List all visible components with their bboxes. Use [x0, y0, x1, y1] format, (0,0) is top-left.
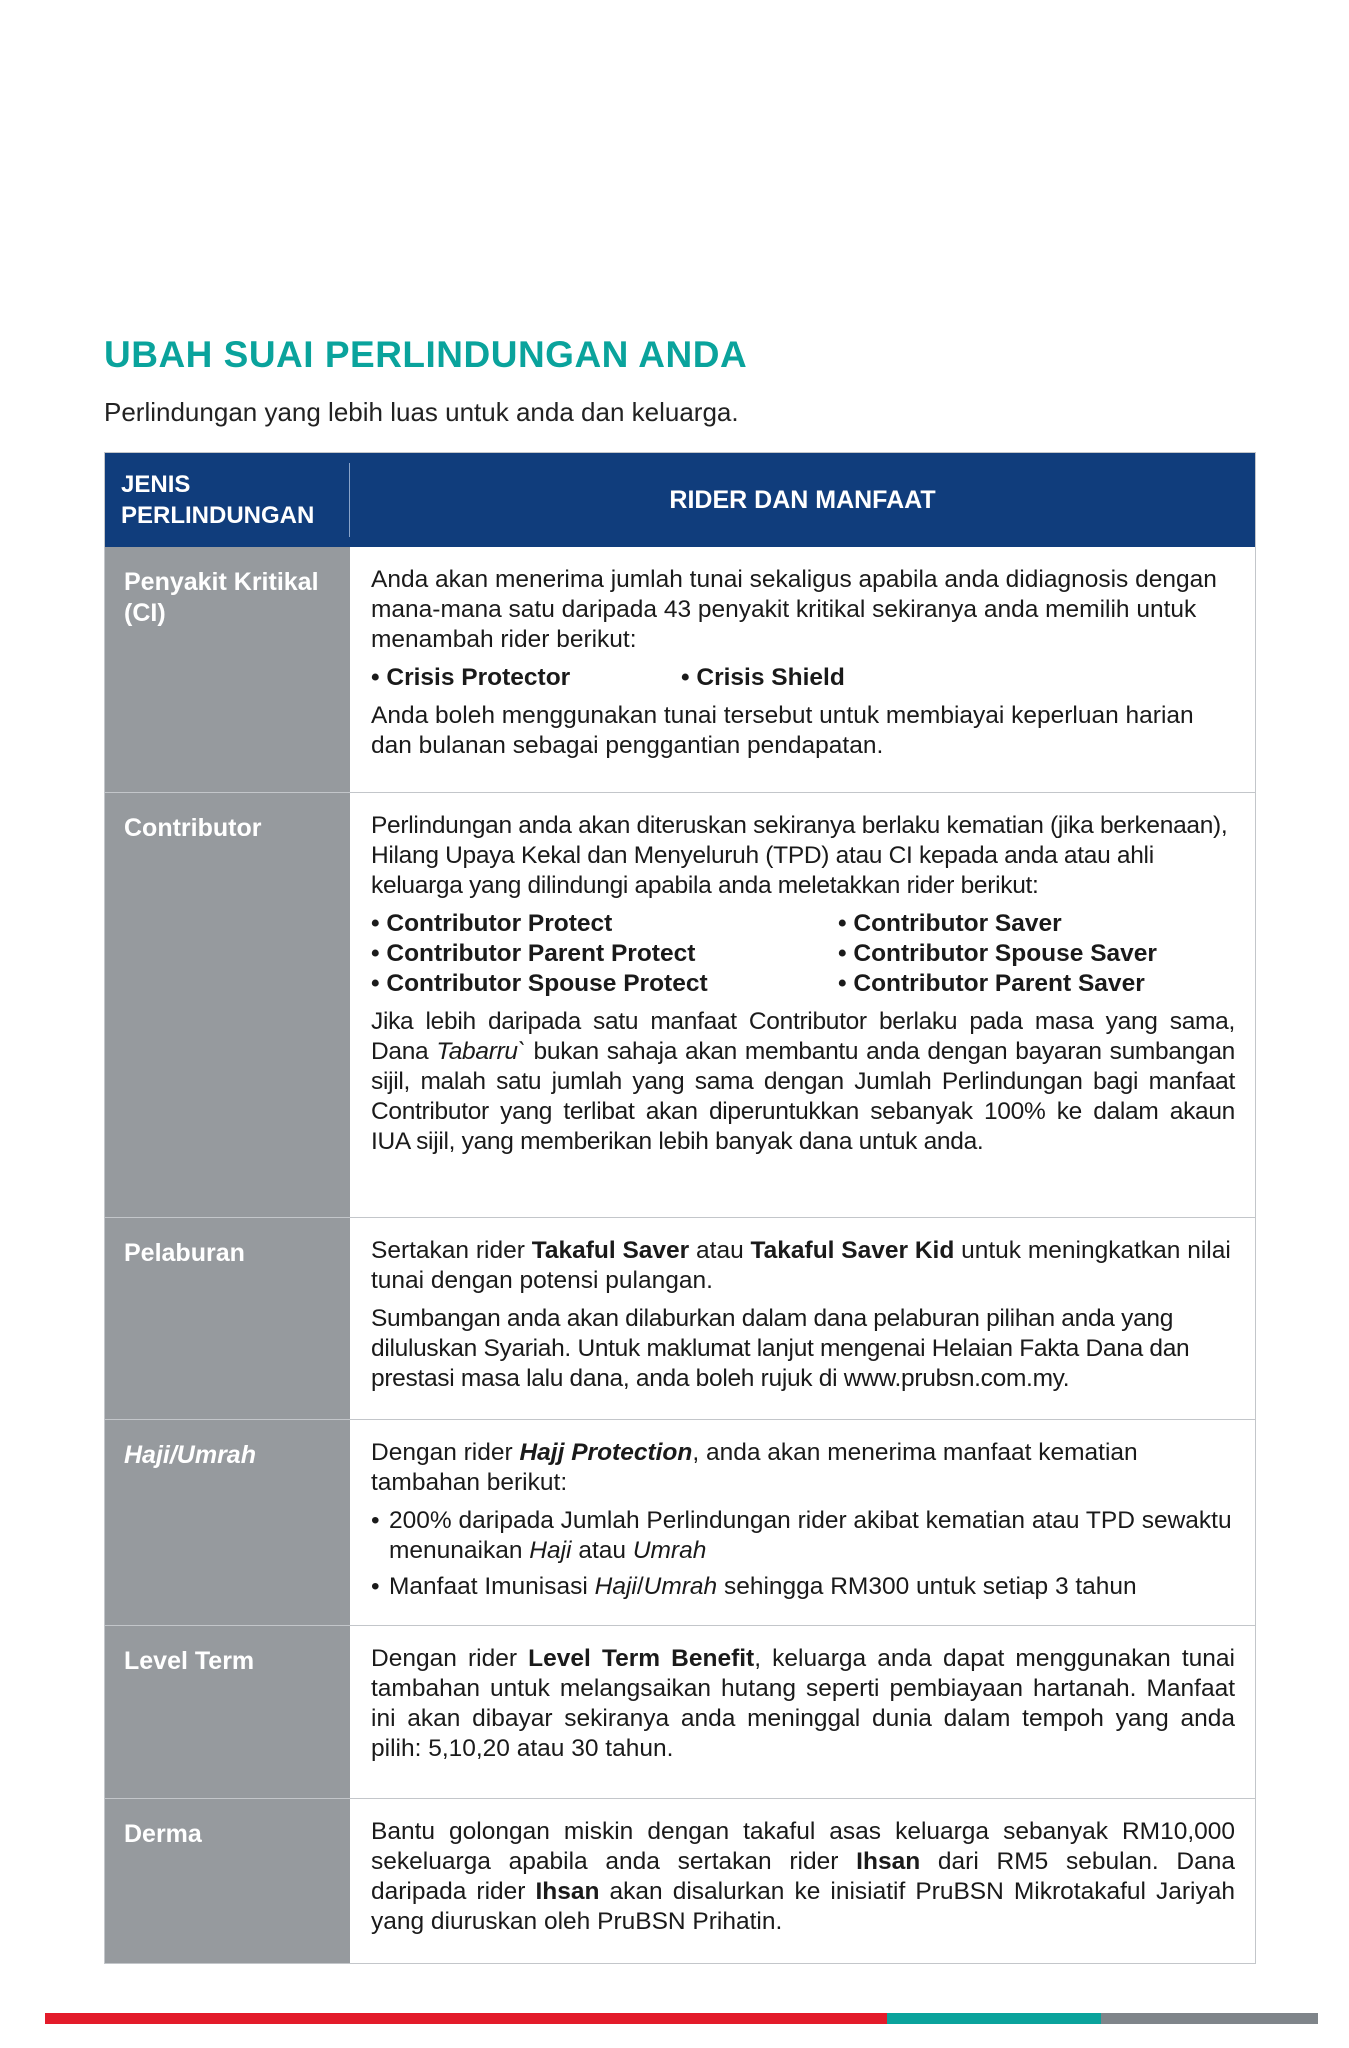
bullet: •	[371, 1573, 380, 1600]
page-subtitle: Perlindungan yang lebih luas untuk anda dan keluarga.	[104, 397, 739, 427]
row-content-pelaburan	[350, 1218, 1255, 1419]
pelaburan-description	[371, 1236, 1235, 1296]
row-content-ci	[350, 547, 1255, 792]
row-content-level-term	[350, 1626, 1255, 1798]
haji-benefit-list	[371, 1506, 1235, 1602]
list-item: • Contributor Spouse Saver	[838, 939, 1235, 969]
ci-note: Anda boleh menggunakan tunai tersebut untuk membiayai keperluan harian dan bulanan sebagai penggantian pendapatan.	[371, 702, 1194, 759]
haji-text-c: , anda akan menerima manfaat kematian tambahan berikut:	[371, 1439, 1138, 1496]
row-label-pelaburan: Pelaburan	[105, 1218, 350, 1419]
row-label-contributor: Contributor	[105, 793, 350, 1217]
haji-term: Haji	[529, 1537, 572, 1564]
pelaburan-text-a: Sertakan rider	[371, 1237, 532, 1264]
list-item: • Contributor Parent Protect	[371, 939, 838, 969]
takaful-saver-term: Takaful Saver	[531, 1237, 690, 1264]
footer-bar-teal	[887, 2013, 1101, 2024]
level-term-description	[371, 1644, 1235, 1764]
row-content-haji	[350, 1420, 1255, 1625]
haji-benefit-1-a: 200% daripada Jumlah Perlindungan rider akibat kematian atau TPD sewaktu menunaikan	[389, 1507, 1232, 1564]
takaful-saver-kid-term: Takaful Saver Kid	[750, 1237, 955, 1264]
footer-color-bar	[45, 2013, 1318, 2024]
footer-bar-grey	[1101, 2013, 1318, 2024]
pelaburan-text-e: untuk meningkatkan nilai tunai dengan potensi pulangan.	[371, 1237, 1231, 1294]
list-item: • Contributor Saver	[838, 909, 1235, 939]
table-row-ci	[105, 547, 1255, 792]
table-row-contributor	[105, 792, 1255, 1217]
contributor-note-text-b: bukan sahaja akan membantu anda dengan bayaran sumbangan sijil, malah satu jumlah yang sama dengan Jumlah Perlindungan bagi manfaat Contributor yang terlibat akan diperuntukkan sebanyak 100% ke dalam akaun IUA sijil, yang memberikan lebih banyak dana untuk anda.	[371, 1038, 1235, 1155]
haji-text-a: Dengan rider	[371, 1439, 520, 1466]
contributor-note	[371, 1007, 1235, 1157]
table-row-haji	[105, 1419, 1255, 1625]
table-row-derma	[105, 1798, 1255, 1963]
list-item	[371, 1506, 1235, 1566]
benefits-table	[104, 452, 1256, 1964]
footer-bar-red	[45, 2013, 887, 2024]
row-content-derma	[350, 1799, 1255, 1963]
contributor-rider-list	[371, 909, 1235, 999]
list-item: • Contributor Protect	[371, 909, 838, 939]
pelaburan-text-c: atau	[689, 1237, 751, 1264]
haji-benefit-2-a: Manfaat Imunisasi	[389, 1573, 595, 1600]
table-row-level-term	[105, 1625, 1255, 1798]
row-label-ci: Penyakit Kritikal (CI)	[105, 547, 350, 792]
level-term-benefit-term: Level Term Benefit	[528, 1645, 755, 1672]
hajj-protection-term: Hajj Protection	[519, 1439, 693, 1466]
row-label-derma: Derma	[105, 1799, 350, 1963]
header-rider-dan-manfaat: RIDER DAN MANFAAT	[669, 485, 936, 514]
list-item: • Contributor Parent Saver	[838, 969, 1235, 999]
ihsan-term: Ihsan	[856, 1848, 921, 1875]
tabarru-term: Tabarru`	[436, 1038, 526, 1065]
table-header	[105, 453, 1255, 547]
list-item: • Crisis Protector	[371, 663, 681, 693]
umrah-term: Umrah	[643, 1573, 718, 1600]
bullet: •	[371, 1507, 380, 1534]
slash: /	[636, 1573, 644, 1600]
level-text-a: Dengan rider	[371, 1645, 529, 1672]
header-jenis-perlindungan	[105, 463, 350, 537]
umrah-term: Umrah	[632, 1537, 707, 1564]
haji-benefit-2	[389, 1572, 1137, 1602]
list-item: • Contributor Spouse Protect	[371, 969, 838, 999]
row-content-contributor	[350, 793, 1255, 1217]
haji-benefit-1	[389, 1506, 1235, 1566]
page-title: UBAH SUAI PERLINDUNGAN ANDA	[104, 334, 748, 375]
contributor-note-text-a: Jika lebih daripada satu manfaat Contributor berlaku pada masa yang sama, Dana	[371, 1008, 1235, 1065]
level-text-c: , keluarga anda dapat menggunakan tunai tambahan untuk melangsaikan hutang seperti pembiayaan hartanah. Manfaat ini akan dibayar sekiranya anda meninggal dunia dalam tempoh yang anda pilih: 5,10,20 atau 30 tahun.	[371, 1645, 1235, 1762]
ci-description: Anda akan menerima jumlah tunai sekaligus apabila anda didiagnosis dengan mana-mana satu daripada 43 penyakit kritikal sekiranya anda memilih untuk menambah rider berikut:	[371, 566, 1217, 653]
ci-rider-list	[371, 663, 1235, 693]
haji-benefit-2-e: sehingga RM300 untuk setiap 3 tahun	[717, 1573, 1137, 1600]
haji-term: Haji	[594, 1573, 637, 1600]
table-row-pelaburan	[105, 1217, 1255, 1419]
row-label-haji: Haji/Umrah	[105, 1420, 350, 1625]
header-left-line-1: JENIS	[121, 471, 191, 498]
derma-text-e: akan disalurkan ke inisiatif PruBSN Mikrotakaful Jariyah yang diuruskan oleh PruBSN Prihatin.	[371, 1878, 1235, 1935]
derma-text-c: dari RM5 sebulan. Dana daripada rider	[371, 1848, 1235, 1905]
derma-text-a: Bantu golongan miskin dengan takaful asas keluarga sebanyak RM10,000 sekeluarga apabila anda sertakan rider	[371, 1818, 1235, 1875]
header-left-line-2: PERLINDUNGAN	[121, 502, 315, 529]
haji-description	[371, 1438, 1235, 1498]
haji-benefit-1-c: atau	[571, 1537, 633, 1564]
list-item: • Crisis Shield	[681, 663, 991, 693]
list-item	[371, 1572, 1235, 1602]
pelaburan-note: Sumbangan anda akan dilaburkan dalam dana pelaburan pilihan anda yang diluluskan Syariah. Untuk maklumat lanjut mengenai Helaian Fakta Dana dan prestasi masa lalu dana, anda boleh rujuk di www.prubsn.com.my.	[371, 1305, 1190, 1392]
derma-description	[371, 1817, 1235, 1937]
row-label-level-term: Level Term	[105, 1626, 350, 1798]
contributor-description: Perlindungan anda akan diteruskan sekiranya berlaku kematian (jika berkenaan), Hilang Upaya Kekal dan Menyeluruh (TPD) atau CI kepada anda atau ahli keluarga yang dilindungi apabila anda meletakkan rider berikut:	[371, 812, 1228, 899]
ihsan-term: Ihsan	[535, 1878, 600, 1905]
